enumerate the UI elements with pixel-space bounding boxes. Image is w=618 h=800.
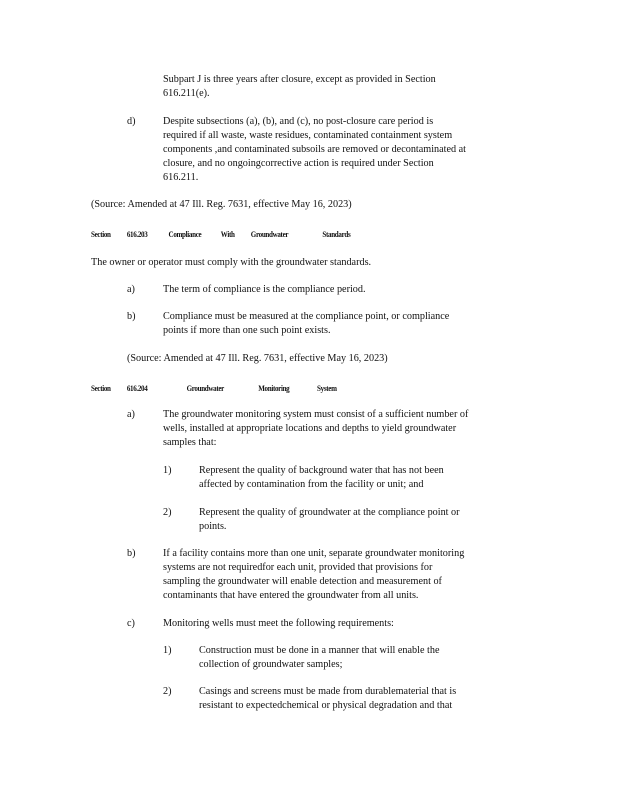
source-note: (Source: Amended at 47 Ill. Reg. 7631, effective May 16, 2023) — [127, 353, 388, 364]
text-line: If a facility contains more than one unit, separate groundwater monitoring — [163, 548, 465, 559]
section-title-word: System — [317, 383, 337, 393]
section-number: 616.203 — [126, 229, 148, 239]
text-line: closure, and no ongoingcorrective action is required under Section — [163, 158, 434, 169]
subitem-2-label: 2) — [163, 686, 172, 697]
text-line: Despite subsections (a), (b), and (c), no post-closure care period is — [163, 116, 434, 127]
section-204-heading — [91, 381, 337, 395]
section-title-word: Monitoring — [258, 383, 290, 393]
item-b-paragraph — [163, 310, 493, 338]
item-d-paragraph — [163, 115, 519, 185]
text-line: samples that: — [163, 437, 217, 448]
item-b-label: b) — [127, 311, 136, 322]
text-line: points if more than one such point exists. — [163, 325, 331, 336]
subitem-1-label: 1) — [163, 645, 172, 656]
text-line: 616.211. — [163, 172, 199, 183]
source-note: (Source: Amended at 47 Ill. Reg. 7631, effective May 16, 2023) — [91, 199, 352, 210]
section-title-word: Groundwater — [186, 383, 224, 393]
item-a-label: a) — [127, 409, 135, 420]
text-line: Compliance must be measured at the compliance point, or compliance — [163, 311, 450, 322]
text-line: 616.211(e). — [163, 88, 210, 99]
text-line: Construction must be done in a manner that will enable the — [199, 645, 440, 656]
item-b-label: b) — [127, 548, 136, 559]
subitem-2-label: 2) — [163, 507, 172, 518]
subitem-1-paragraph — [199, 464, 499, 492]
text-line: Represent the quality of background water that has not been — [199, 465, 444, 476]
text-line: contaminants that have entered the groundwater from all units. — [163, 590, 419, 601]
text-line: resistant to expectedchemical or physical degradation and that — [199, 700, 453, 711]
section-title-word: With — [220, 229, 235, 239]
item-a-paragraph — [163, 408, 525, 450]
section-203-heading — [91, 227, 350, 241]
text-line: collection of groundwater samples; — [199, 659, 343, 670]
section-title-word: Standards — [322, 229, 351, 239]
text-line: wells, installed at appropriate locations and depths to yield groundwater — [163, 423, 457, 434]
item-c-label: c) — [127, 618, 135, 629]
item-c-text: Monitoring wells must meet the following requirements: — [163, 618, 394, 629]
continuation-paragraph — [163, 73, 483, 101]
text-line: affected by contamination from the facility or unit; and — [199, 479, 424, 490]
section-title-word: Compliance — [168, 229, 202, 239]
item-d-label: d) — [127, 116, 136, 127]
section-number: 616.204 — [126, 383, 148, 393]
text-line: points. — [199, 521, 227, 532]
section-word: Section — [91, 383, 111, 393]
text-line: systems are not requiredfor each unit, provided that provisions for — [163, 562, 433, 573]
subitem-2-paragraph — [199, 685, 509, 713]
text-line: Represent the quality of groundwater at the compliance point or — [199, 507, 460, 518]
subitem-2-paragraph — [199, 506, 509, 534]
item-a-text: The term of compliance is the compliance period. — [163, 284, 366, 295]
text-line: Subpart J is three years after closure, except as provided in Section — [163, 74, 436, 85]
text-line: components ,and contaminated subsoils are removed or decontaminated at — [163, 144, 466, 155]
text-line: The groundwater monitoring system must consist of a sufficient number of — [163, 409, 469, 420]
text-line: required if all waste, waste residues, contaminated containment system — [163, 130, 453, 141]
section-203-intro: The owner or operator must comply with the groundwater standards. — [91, 257, 372, 268]
item-a-label: a) — [127, 284, 135, 295]
subitem-1-label: 1) — [163, 465, 172, 476]
item-b-paragraph — [163, 547, 513, 603]
section-title-word: Groundwater — [250, 229, 289, 239]
section-word: Section — [91, 229, 111, 239]
text-line: sampling the groundwater will enable detection and measurement of — [163, 576, 442, 587]
text-line: Casings and screens must be made from durablematerial that is — [199, 686, 457, 697]
subitem-1-paragraph — [199, 644, 499, 672]
